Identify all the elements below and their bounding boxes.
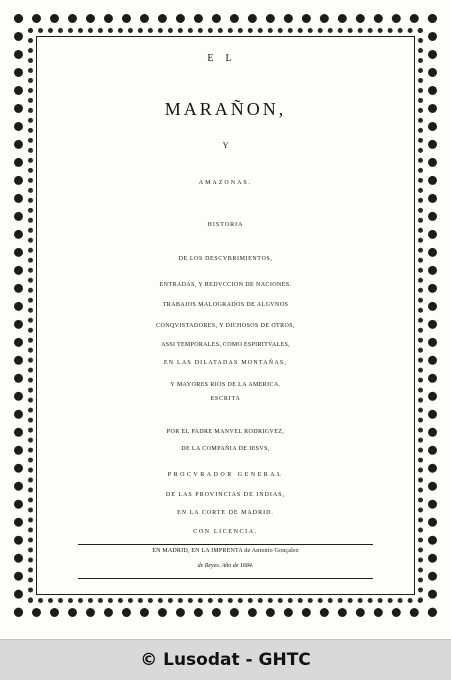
title-line-el: EL	[207, 53, 244, 64]
imprint-bottom-rule	[78, 578, 373, 579]
license-line: CON LICENCIA.	[193, 529, 258, 535]
title-line-amazonas: AMAZONAS.	[198, 180, 253, 186]
court-line: EN LA CORTE DE MADRID.	[177, 510, 274, 516]
escrita-heading: ESCRITA	[210, 396, 241, 402]
subtitle-line-conquistadores: CONQVISTADORES, Y DICHOSOS DE OTROS,	[156, 323, 295, 329]
subtitle-line-montanas: EN LAS DILATADAS MONTAÑAS,	[163, 360, 288, 366]
imprint-line-2: de Reyes. Año de 1684.	[197, 563, 254, 569]
copyright-text: © Lusodat - GHTC	[140, 650, 311, 670]
subtitle-line-trabajos: TRABAJOS MALOGRADOS DE ALGVNOS	[162, 302, 289, 308]
author-line: POR EL PADRE MANVEL RODRIGVEZ,	[166, 429, 285, 435]
imprint-top-rule	[78, 544, 373, 545]
title-line-y: Y	[222, 141, 229, 150]
subtitle-line-entradas: ENTRADAS, Y REDVCCION DE NACIONES.	[159, 282, 292, 288]
subtitle-line-america: Y MAYORES RIOS DE LA AMERICA.	[170, 382, 281, 388]
title-text-block	[40, 40, 411, 591]
subtitle-line-temporales: ASSI TEMPORALES, COMO ESPIRITVALES,	[161, 342, 290, 348]
title-line-historia: HISTORIA	[207, 222, 244, 228]
subtitle-line-descubrimientos: DE LOS DESCVBRIMIENTOS,	[178, 256, 273, 262]
copyright-bar	[0, 639, 451, 680]
order-line: DE LA COMPAÑIA DE IESVS,	[181, 446, 270, 452]
title-line-maranon: MARAÑON,	[164, 99, 287, 119]
office-line: PROCVRADOR GENERAL	[167, 472, 284, 478]
imprint-line-1: EN MADRID, EN LA IMPRENTA de Antonio Gonçalez	[152, 548, 299, 554]
provinces-line: DE LAS PROVINCIAS DE INDIAS,	[165, 492, 286, 498]
